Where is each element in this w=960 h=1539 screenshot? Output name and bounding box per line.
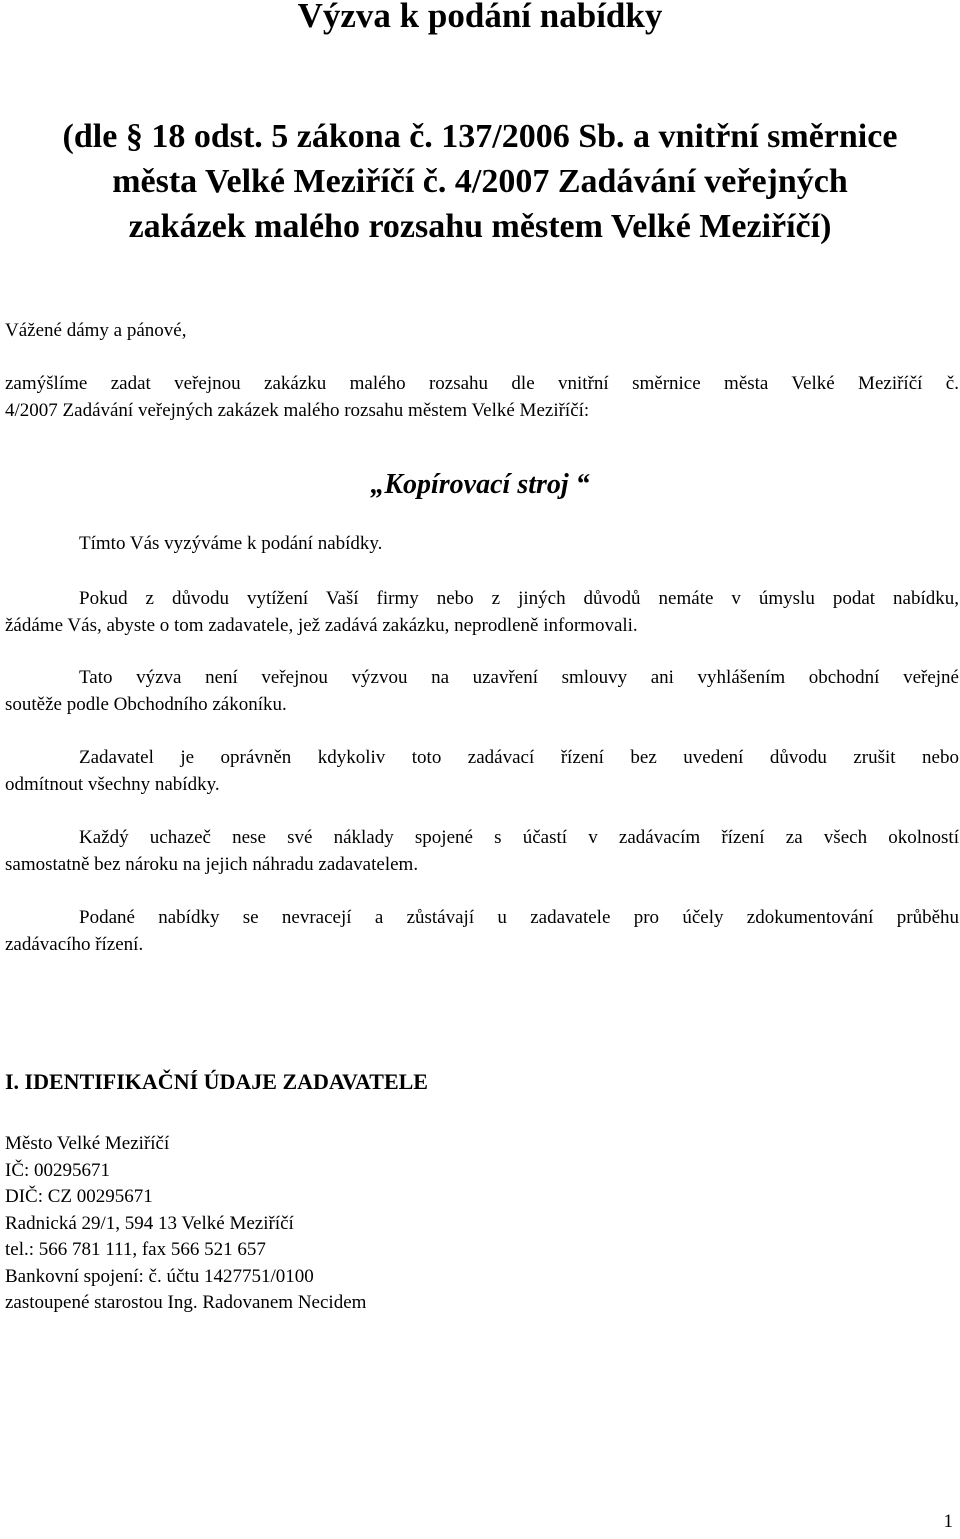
subtitle-line-1: (dle § 18 odst. 5 zákona č. 137/2006 Sb. a vnitřní směrnice — [62, 118, 898, 155]
paragraph-not-public-offer — [5, 665, 959, 718]
paragraph-line: Podané nabídky se nevracejí a zůstávají u zadavatele pro účely zdokumentování průběhu — [79, 907, 959, 928]
intro-line-2: 4/2007 Zadávání veřejných zakázek malého rozsahu městem Velké Meziříčí: — [5, 399, 590, 421]
authority-ic: IČ: 00295671 — [5, 1159, 111, 1181]
subtitle-line-3: zakázek malého rozsahu městem Velké Meziříčí) — [128, 208, 832, 245]
contract-subject: „Kopírovací stroj “ — [370, 469, 590, 500]
paragraph-bids-retained — [5, 905, 959, 958]
authority-bank-account: Bankovní spojení: č. účtu 1427751/0100 — [5, 1265, 314, 1287]
invitation-text: Tímto Vás vyzýváme k podání nabídky. — [79, 533, 383, 554]
document-title: Výzva k podání nabídky — [297, 0, 663, 35]
subtitle-line-2: města Velké Meziříčí č. 4/2007 Zadávání veřejných — [112, 163, 848, 200]
legal-basis-subtitle — [0, 114, 960, 249]
paragraph-line: Tato výzva není veřejnou výzvou na uzavření smlouvy ani vyhlášením obchodní veřejné — [79, 667, 959, 688]
intro-line-1: zamýšlíme zadat veřejnou zakázku malého rozsahu dle vnitřní směrnice města Velké Meziříčí č. — [5, 373, 959, 394]
greeting: Vážené dámy a pánové, — [5, 320, 187, 341]
page-number: 1 — [943, 1511, 953, 1532]
paragraph-withdrawal — [5, 586, 959, 639]
paragraph-line: odmítnout všechny nabídky. — [5, 773, 220, 795]
paragraph-line: Zadavatel je oprávněn kdykoliv toto zadávací řízení bez uvedení důvodu zrušit nebo — [79, 747, 959, 768]
paragraph-line: zadávacího řízení. — [5, 933, 144, 955]
authority-representative: zastoupené starostou Ing. Radovanem Necidem — [5, 1292, 367, 1313]
paragraph-line: Každý uchazeč nese své náklady spojené s účastí v zadávacím řízení za všech okolností — [79, 827, 959, 848]
paragraph-line: samostatně bez nároku na jejich náhradu zadavatelem. — [5, 853, 419, 875]
intro-paragraph — [5, 371, 959, 424]
paragraph-line: Pokud z důvodu vytížení Vaší firmy nebo z jiných důvodů nemáte v úmyslu podat nabídku, — [79, 588, 959, 609]
authority-address: Radnická 29/1, 594 13 Velké Meziříčí — [5, 1212, 294, 1234]
authority-name: Město Velké Meziříčí — [5, 1133, 170, 1154]
authority-dic: DIČ: CZ 00295671 — [5, 1186, 153, 1207]
paragraph-cancellation-right — [5, 745, 959, 798]
paragraph-costs — [5, 825, 959, 878]
paragraph-line: žádáme Vás, abyste o tom zadavatele, jež zadává zakázku, neprodleně informovali. — [5, 614, 638, 636]
paragraph-line: soutěže podle Obchodního zákoníku. — [5, 693, 287, 715]
section-heading: I. IDENTIFIKAČNÍ ÚDAJE ZADAVATELE — [5, 1069, 428, 1094]
authority-phone: tel.: 566 781 111, fax 566 521 657 — [5, 1239, 266, 1260]
contracting-authority-details — [5, 1131, 366, 1317]
